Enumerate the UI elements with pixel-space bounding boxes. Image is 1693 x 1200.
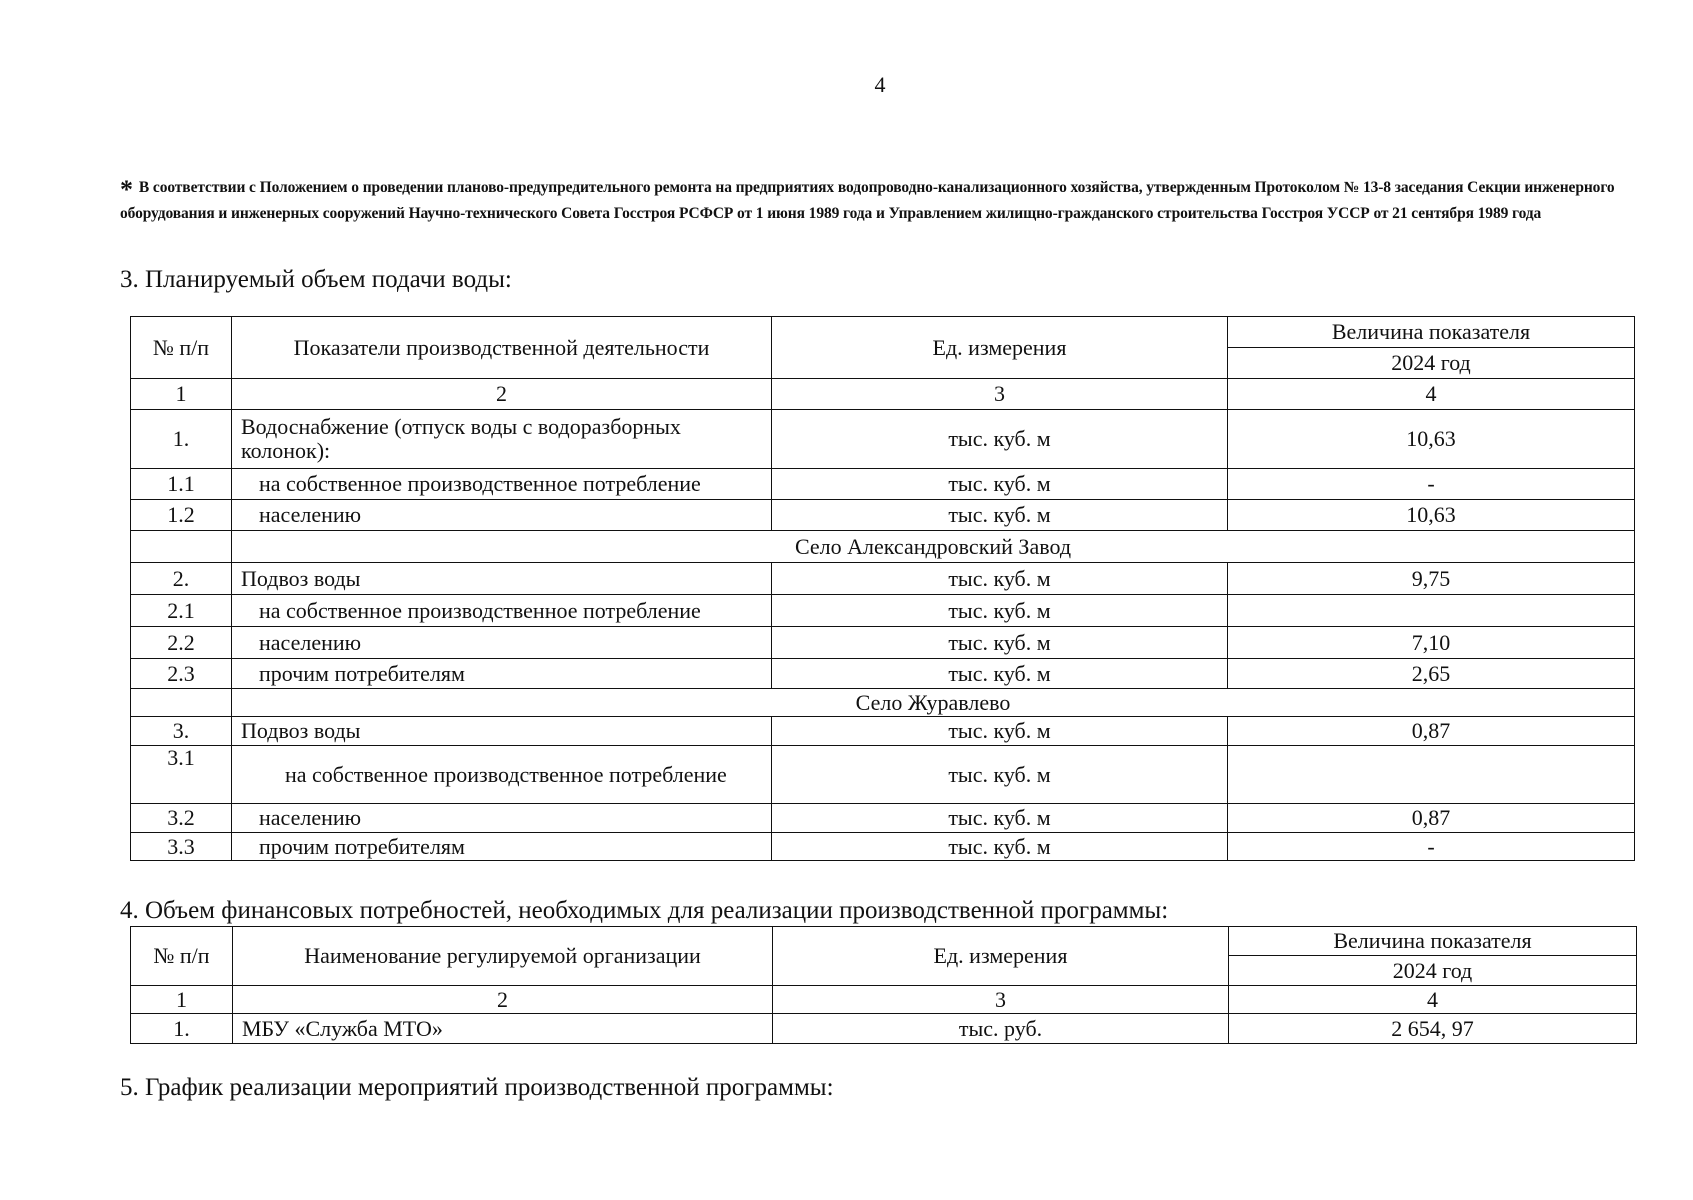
row-unit: тыс. куб. м	[772, 627, 1228, 659]
row-value: 9,75	[1228, 563, 1635, 595]
row-unit: тыс. куб. м	[772, 804, 1228, 833]
row-value: -	[1228, 833, 1635, 861]
row-unit: тыс. куб. м	[772, 500, 1228, 531]
row-name: на собственное производственное потребление	[232, 595, 772, 627]
row-unit: тыс. куб. м	[772, 563, 1228, 595]
group-label: Село Журавлево	[232, 689, 1635, 717]
row-num: 2.	[131, 563, 232, 595]
row-value: -	[1228, 469, 1635, 500]
row-unit: тыс. руб.	[773, 1014, 1229, 1044]
row-name: на собственное производственное потребление	[232, 469, 772, 500]
footnote-mark: *	[120, 175, 133, 204]
row-num: 2.3	[131, 659, 232, 689]
row-name: прочим потребителям	[232, 659, 772, 689]
header-unit: Ед. измерения	[772, 317, 1228, 379]
table-row	[131, 563, 1635, 595]
row-num: 1.1	[131, 469, 232, 500]
row-num: 1.	[131, 1014, 233, 1044]
header-org: Наименование регулируемой организации	[233, 927, 773, 986]
row-unit: тыс. куб. м	[772, 410, 1228, 469]
section-3-heading: 3. Планируемый объем подачи воды:	[120, 266, 512, 293]
row-unit: тыс. куб. м	[772, 659, 1228, 689]
table-row	[131, 595, 1635, 627]
row-name: Подвоз воды	[232, 717, 772, 746]
page-number: 4	[874, 72, 886, 97]
row-num: 2.1	[131, 595, 232, 627]
water-supply-table	[130, 316, 1635, 861]
table-row	[131, 804, 1635, 833]
group-row	[131, 531, 1635, 563]
row-name: населению	[232, 500, 772, 531]
row-value: 0,87	[1228, 717, 1635, 746]
table-row	[131, 659, 1635, 689]
header-value: Величина показателя	[1228, 317, 1635, 348]
row-unit: тыс. куб. м	[772, 469, 1228, 500]
row-name: населению	[232, 627, 772, 659]
row-name: Подвоз воды	[232, 563, 772, 595]
row-num: 3.2	[131, 804, 232, 833]
row-value: 2,65	[1228, 659, 1635, 689]
row-unit: тыс. куб. м	[772, 833, 1228, 861]
row-value: 7,10	[1228, 627, 1635, 659]
header-unit: Ед. измерения	[773, 927, 1229, 986]
header-num: № п/п	[131, 927, 233, 986]
section-4-heading: 4. Объем финансовых потребностей, необходимых для реализации производственной программы:	[120, 897, 1169, 924]
table-row	[131, 746, 1635, 804]
col-number: 2	[232, 379, 772, 410]
table-row	[131, 627, 1635, 659]
section-5-heading: 5. График реализации мероприятий производственной программы:	[120, 1074, 834, 1101]
row-value	[1228, 595, 1635, 627]
row-num: 3.	[131, 717, 232, 746]
col-number: 2	[233, 986, 773, 1014]
row-value: 2 654, 97	[1229, 1014, 1637, 1044]
row-num: 2.2	[131, 627, 232, 659]
row-value: 0,87	[1228, 804, 1635, 833]
table-row	[131, 717, 1635, 746]
row-num: 3.3	[131, 833, 232, 861]
col-number: 4	[1228, 379, 1635, 410]
row-num: 1.2	[131, 500, 232, 531]
header-year: 2024 год	[1229, 956, 1637, 986]
finance-table	[130, 926, 1637, 1044]
col-number: 1	[131, 986, 233, 1014]
row-num: 1.	[131, 410, 232, 469]
row-value: 10,63	[1228, 410, 1635, 469]
col-number: 1	[131, 379, 232, 410]
table-row	[131, 500, 1635, 531]
col-number: 3	[772, 379, 1228, 410]
footnote	[120, 176, 1650, 226]
table-row	[131, 1014, 1637, 1044]
row-name: населению	[232, 804, 772, 833]
row-value	[1228, 746, 1635, 804]
group-row	[131, 689, 1635, 717]
table-row	[131, 410, 1635, 469]
row-name: Водоснабжение (отпуск воды с водоразборных колонок):	[232, 410, 772, 469]
row-num: 3.1	[131, 746, 232, 804]
footnote-text: В соответствии с Положением о проведении планово-предупредительного ремонта на предприятиях водопроводно-канализационного хозяйства, утвержденным Протоколом № 13-8 заседания Секции инженерного оборудования и инженерных сооружений Научно-технического Совета Госстроя РСФСР от 1 июня 1989 года и Управлением жилищно-гражданского строительства Госстроя УССР от 21 сентября 1989 года	[120, 179, 1615, 222]
row-name: на собственное производственное потребление	[232, 746, 772, 804]
row-name: прочим потребителям	[232, 833, 772, 861]
row-org: МБУ «Служба МТО»	[233, 1014, 773, 1044]
row-value: 10,63	[1228, 500, 1635, 531]
row-unit: тыс. куб. м	[772, 717, 1228, 746]
header-year: 2024 год	[1228, 348, 1635, 379]
header-num: № п/п	[131, 317, 232, 379]
col-number: 4	[1229, 986, 1637, 1014]
row-unit: тыс. куб. м	[772, 746, 1228, 804]
header-indicator: Показатели производственной деятельности	[232, 317, 772, 379]
header-value: Величина показателя	[1229, 927, 1637, 956]
table-row	[131, 469, 1635, 500]
row-unit: тыс. куб. м	[772, 595, 1228, 627]
table-row	[131, 833, 1635, 861]
group-label: Село Александровский Завод	[232, 531, 1635, 563]
col-number: 3	[773, 986, 1229, 1014]
